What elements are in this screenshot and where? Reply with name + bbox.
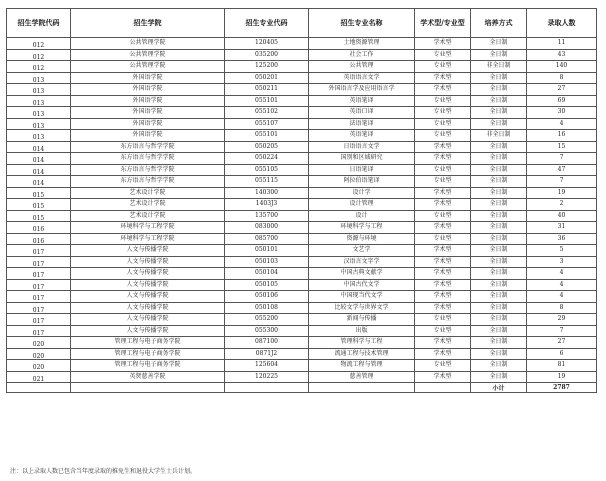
cell-college: 人文与传播学院	[71, 279, 225, 291]
cell-college-code	[7, 84, 71, 96]
cell-study-mode: 全日制	[471, 268, 527, 280]
table-row	[7, 187, 597, 199]
cell-study-mode: 全日制	[471, 38, 527, 50]
cell-major-name: 日语语言文学	[309, 141, 415, 153]
college-code-text: 017	[32, 260, 45, 268]
header-study-mode: 培养方式	[471, 9, 527, 38]
cell-college: 外国语学院	[71, 95, 225, 107]
cell-degree-type: 学术型	[415, 348, 471, 360]
cell-major-code: 050201	[225, 72, 309, 84]
cell-college: 管理工程与电子商务学院	[71, 337, 225, 349]
cell-degree-type: 专业型	[415, 95, 471, 107]
cell-major-name: 阿拉伯语笔译	[309, 176, 415, 188]
cell-college-code	[7, 268, 71, 280]
cell-major-name: 比较文学与世界文学	[309, 302, 415, 314]
table-row	[7, 371, 597, 383]
cell-admitted-count: 27	[527, 337, 597, 349]
cell-college: 艺术设计学院	[71, 210, 225, 222]
cell-study-mode: 全日制	[471, 84, 527, 96]
cell-major-name: 环境科学与工程	[309, 222, 415, 234]
cell-study-mode: 全日制	[471, 256, 527, 268]
cell-college: 人文与传播学院	[71, 291, 225, 303]
cell-admitted-count: 16	[527, 130, 597, 142]
cell-college-code	[7, 325, 71, 337]
cell-study-mode: 全日制	[471, 107, 527, 119]
college-code-text: 016	[32, 237, 45, 245]
table-row	[7, 360, 597, 372]
college-code-text: 013	[32, 134, 45, 141]
header-admitted-count: 录取人数	[527, 9, 597, 38]
cell-study-mode: 全日制	[471, 325, 527, 337]
cell-major-code: 140300	[225, 187, 309, 199]
cell-degree-type: 专业型	[415, 176, 471, 188]
cell-college: 外国语学院	[71, 72, 225, 84]
cell-college-code	[7, 279, 71, 291]
cell-college: 公共管理学院	[71, 61, 225, 73]
table-row	[7, 107, 597, 119]
header-college: 招生学院	[71, 9, 225, 38]
cell-college: 外国语学院	[71, 130, 225, 142]
table-row	[7, 291, 597, 303]
cell-degree-type: 专业型	[415, 325, 471, 337]
cell-degree-type: 专业型	[415, 107, 471, 119]
total-empty-cell	[71, 383, 225, 393]
cell-major-code: 125200	[225, 61, 309, 73]
cell-college-code	[7, 95, 71, 107]
table-row	[7, 348, 597, 360]
cell-admitted-count: 8	[527, 302, 597, 314]
cell-study-mode: 全日制	[471, 210, 527, 222]
cell-study-mode: 全日制	[471, 176, 527, 188]
cell-major-code: 055200	[225, 314, 309, 326]
cell-degree-type: 学术型	[415, 337, 471, 349]
table-row	[7, 279, 597, 291]
cell-major-code: 125604	[225, 360, 309, 372]
table-row	[7, 61, 597, 73]
cell-college-code	[7, 187, 71, 199]
total-empty-cell	[309, 383, 415, 393]
cell-admitted-count: 4	[527, 118, 597, 130]
cell-major-name: 流通工程与技术管理	[309, 348, 415, 360]
cell-study-mode: 全日制	[471, 233, 527, 245]
cell-major-code: 087100	[225, 337, 309, 349]
header-major-code: 招生专业代码	[225, 9, 309, 38]
table-row	[7, 38, 597, 50]
college-code-text: 015	[32, 214, 45, 222]
cell-major-code: 050108	[225, 302, 309, 314]
cell-college: 外国语学院	[71, 118, 225, 130]
cell-college-code	[7, 210, 71, 222]
table-row	[7, 95, 597, 107]
cell-major-name: 中国古代文学	[309, 279, 415, 291]
admission-table	[6, 8, 597, 393]
footnote: 注：以上录取人数已包含当年度录取的推免生和退役大学生士兵计划。	[10, 468, 197, 475]
cell-college-code	[7, 291, 71, 303]
cell-college-code	[7, 118, 71, 130]
cell-degree-type: 学术型	[415, 302, 471, 314]
cell-degree-type: 学术型	[415, 141, 471, 153]
cell-degree-type: 学术型	[415, 371, 471, 383]
cell-college: 人文与传播学院	[71, 245, 225, 257]
cell-admitted-count: 3	[527, 256, 597, 268]
cell-college: 环境科学与工程学院	[71, 233, 225, 245]
cell-major-code: 050104	[225, 268, 309, 280]
cell-major-name: 文艺学	[309, 245, 415, 257]
cell-study-mode: 全日制	[471, 348, 527, 360]
cell-major-name: 设计	[309, 210, 415, 222]
cell-major-name: 国别和区域研究	[309, 153, 415, 165]
cell-college: 东方语言与哲学学院	[71, 176, 225, 188]
cell-admitted-count: 19	[527, 371, 597, 383]
cell-admitted-count: 6	[527, 348, 597, 360]
college-code-text: 013	[32, 88, 45, 95]
cell-college-code	[7, 199, 71, 211]
cell-major-code: 055101	[225, 130, 309, 142]
cell-major-code: 135700	[225, 210, 309, 222]
cell-major-name: 日语笔译	[309, 164, 415, 176]
table-row	[7, 199, 597, 211]
cell-major-name: 英语口译	[309, 107, 415, 119]
cell-major-code: 0871J2	[225, 348, 309, 360]
cell-college: 东方语言与哲学学院	[71, 141, 225, 153]
cell-college: 东方语言与哲学学院	[71, 153, 225, 165]
cell-major-code: 055101	[225, 95, 309, 107]
cell-admitted-count: 30	[527, 107, 597, 119]
cell-degree-type: 专业型	[415, 61, 471, 73]
cell-college-code	[7, 371, 71, 383]
cell-admitted-count: 69	[527, 95, 597, 107]
table-row	[7, 302, 597, 314]
cell-study-mode: 全日制	[471, 49, 527, 61]
cell-college: 管理工程与电子商务学院	[71, 348, 225, 360]
table-row	[7, 222, 597, 234]
table-row	[7, 176, 597, 188]
cell-study-mode: 全日制	[471, 314, 527, 326]
college-code-text: 017	[32, 272, 45, 279]
cell-major-code: 050103	[225, 256, 309, 268]
cell-degree-type: 学术型	[415, 84, 471, 96]
cell-admitted-count: 5	[527, 245, 597, 257]
college-code-text: 015	[32, 203, 45, 210]
table-row	[7, 153, 597, 165]
cell-college-code	[7, 49, 71, 61]
cell-college-code	[7, 348, 71, 360]
cell-admitted-count: 81	[527, 360, 597, 372]
cell-degree-type: 学术型	[415, 38, 471, 50]
cell-degree-type: 专业型	[415, 360, 471, 372]
total-empty-cell	[225, 383, 309, 393]
college-code-text: 012	[32, 65, 45, 72]
cell-major-code: 050101	[225, 245, 309, 257]
cell-degree-type: 学术型	[415, 279, 471, 291]
cell-admitted-count: 2	[527, 199, 597, 211]
cell-major-code: 035200	[225, 49, 309, 61]
college-code-text: 014	[32, 145, 45, 153]
table-row	[7, 49, 597, 61]
table-row	[7, 141, 597, 153]
cell-major-code: 050105	[225, 279, 309, 291]
cell-major-name: 慈善管理	[309, 371, 415, 383]
cell-major-name: 物流工程与管理	[309, 360, 415, 372]
cell-admitted-count: 4	[527, 279, 597, 291]
table-row	[7, 245, 597, 257]
header-degree-type: 学术型/专业型	[415, 9, 471, 38]
cell-admitted-count: 4	[527, 268, 597, 280]
cell-college-code	[7, 337, 71, 349]
college-code-text: 013	[32, 76, 45, 84]
table-row	[7, 268, 597, 280]
cell-major-name: 英语语言文学	[309, 72, 415, 84]
cell-study-mode: 全日制	[471, 371, 527, 383]
cell-degree-type: 学术型	[415, 268, 471, 280]
table-row	[7, 256, 597, 268]
total-value: 2787	[527, 383, 597, 393]
cell-college-code	[7, 107, 71, 119]
cell-admitted-count: 140	[527, 61, 597, 73]
college-code-text: 014	[32, 168, 45, 176]
cell-college-code	[7, 153, 71, 165]
cell-major-code: 055115	[225, 176, 309, 188]
cell-study-mode: 全日制	[471, 222, 527, 234]
cell-college-code	[7, 130, 71, 142]
cell-college-code	[7, 314, 71, 326]
cell-study-mode: 全日制	[471, 187, 527, 199]
table-row	[7, 314, 597, 326]
cell-major-name: 英语笔译	[309, 130, 415, 142]
cell-college-code	[7, 38, 71, 50]
cell-study-mode: 全日制	[471, 164, 527, 176]
cell-major-name: 英语笔译	[309, 95, 415, 107]
total-row	[7, 383, 597, 393]
cell-degree-type: 学术型	[415, 187, 471, 199]
table-row	[7, 130, 597, 142]
cell-study-mode: 全日制	[471, 291, 527, 303]
cell-study-mode: 全日制	[471, 279, 527, 291]
cell-college-code	[7, 222, 71, 234]
cell-admitted-count: 47	[527, 164, 597, 176]
cell-major-code: 050211	[225, 84, 309, 96]
cell-major-name: 出版	[309, 325, 415, 337]
header-major-name: 招生专业名称	[309, 9, 415, 38]
cell-major-code: 085700	[225, 233, 309, 245]
cell-college: 东方语言与哲学学院	[71, 164, 225, 176]
cell-major-name: 汉语言文字学	[309, 256, 415, 268]
cell-admitted-count: 19	[527, 187, 597, 199]
table-header-row	[7, 9, 597, 38]
cell-major-code: 050205	[225, 141, 309, 153]
cell-college: 英贤慈善学院	[71, 371, 225, 383]
college-code-text: 017	[32, 318, 45, 325]
college-code-text: 014	[32, 180, 45, 187]
college-code-text: 016	[32, 226, 45, 233]
cell-college: 环境科学与工程学院	[71, 222, 225, 234]
cell-degree-type: 专业型	[415, 49, 471, 61]
cell-college: 人文与传播学院	[71, 314, 225, 326]
college-code-text: 013	[32, 122, 45, 130]
college-code-text: 017	[32, 295, 45, 302]
cell-degree-type: 专业型	[415, 130, 471, 142]
cell-college: 人文与传播学院	[71, 302, 225, 314]
total-empty-cell	[415, 383, 471, 393]
cell-major-code: 055102	[225, 107, 309, 119]
cell-study-mode: 非全日制	[471, 61, 527, 73]
total-label: 小计	[471, 383, 527, 393]
cell-study-mode: 非全日制	[471, 130, 527, 142]
cell-college: 公共管理学院	[71, 49, 225, 61]
college-code-text: 017	[32, 249, 45, 256]
cell-college: 公共管理学院	[71, 38, 225, 50]
cell-admitted-count: 7	[527, 325, 597, 337]
cell-college-code	[7, 360, 71, 372]
cell-college: 艺术设计学院	[71, 199, 225, 211]
table-row	[7, 210, 597, 222]
cell-admitted-count: 11	[527, 38, 597, 50]
cell-major-code: 055300	[225, 325, 309, 337]
cell-major-name: 土地资源管理	[309, 38, 415, 50]
cell-major-name: 法语笔译	[309, 118, 415, 130]
cell-major-code: 050224	[225, 153, 309, 165]
cell-major-name: 资源与环境	[309, 233, 415, 245]
table-row	[7, 84, 597, 96]
cell-college: 外国语学院	[71, 107, 225, 119]
cell-major-code: 055107	[225, 118, 309, 130]
cell-degree-type: 专业型	[415, 210, 471, 222]
cell-major-code: 120405	[225, 38, 309, 50]
cell-college: 管理工程与电子商务学院	[71, 360, 225, 372]
cell-admitted-count: 43	[527, 49, 597, 61]
cell-college-code	[7, 302, 71, 314]
cell-admitted-count: 8	[527, 72, 597, 84]
cell-college: 人文与传播学院	[71, 268, 225, 280]
cell-college-code	[7, 245, 71, 257]
table-row	[7, 233, 597, 245]
cell-study-mode: 全日制	[471, 95, 527, 107]
cell-degree-type: 专业型	[415, 164, 471, 176]
cell-degree-type: 学术型	[415, 291, 471, 303]
college-code-text: 012	[32, 53, 45, 61]
cell-college: 外国语学院	[71, 84, 225, 96]
cell-study-mode: 全日制	[471, 337, 527, 349]
cell-college: 人文与传播学院	[71, 325, 225, 337]
cell-college-code	[7, 164, 71, 176]
cell-study-mode: 全日制	[471, 153, 527, 165]
cell-study-mode: 全日制	[471, 141, 527, 153]
cell-study-mode: 全日制	[471, 245, 527, 257]
cell-college-code	[7, 256, 71, 268]
cell-admitted-count: 29	[527, 314, 597, 326]
cell-college-code	[7, 141, 71, 153]
cell-major-name: 管理科学与工程	[309, 337, 415, 349]
cell-major-code: 1403J3	[225, 199, 309, 211]
college-code-text: 020	[32, 341, 45, 348]
header-college-code: 招生学院代码	[7, 9, 71, 38]
table-body	[7, 38, 597, 383]
cell-college: 艺术设计学院	[71, 187, 225, 199]
college-code-text: 013	[32, 99, 45, 107]
cell-study-mode: 全日制	[471, 118, 527, 130]
cell-degree-type: 专业型	[415, 233, 471, 245]
cell-admitted-count: 40	[527, 210, 597, 222]
cell-degree-type: 学术型	[415, 245, 471, 257]
college-code-text: 021	[32, 375, 45, 383]
cell-degree-type: 学术型	[415, 72, 471, 84]
college-code-text: 012	[32, 42, 45, 49]
college-code-text: 017	[32, 306, 45, 314]
cell-degree-type: 学术型	[415, 222, 471, 234]
table-row	[7, 337, 597, 349]
cell-major-name: 中国现当代文学	[309, 291, 415, 303]
total-empty-cell	[7, 383, 71, 393]
cell-major-code: 120225	[225, 371, 309, 383]
cell-admitted-count: 15	[527, 141, 597, 153]
cell-admitted-count: 36	[527, 233, 597, 245]
cell-admitted-count: 4	[527, 291, 597, 303]
cell-major-name: 设计管理	[309, 199, 415, 211]
cell-college-code	[7, 61, 71, 73]
cell-admitted-count: 7	[527, 153, 597, 165]
cell-admitted-count: 7	[527, 176, 597, 188]
table-row	[7, 325, 597, 337]
cell-degree-type: 专业型	[415, 314, 471, 326]
college-code-text: 015	[32, 191, 45, 199]
cell-major-name: 中国古典文献学	[309, 268, 415, 280]
college-code-text: 017	[32, 329, 45, 337]
cell-degree-type: 学术型	[415, 199, 471, 211]
cell-major-name: 设计学	[309, 187, 415, 199]
cell-admitted-count: 31	[527, 222, 597, 234]
cell-major-name: 外国语言学及应用语言学	[309, 84, 415, 96]
cell-degree-type: 学术型	[415, 153, 471, 165]
cell-degree-type: 学术型	[415, 256, 471, 268]
college-code-text: 020	[32, 352, 45, 360]
college-code-text: 020	[32, 364, 45, 371]
cell-college-code	[7, 72, 71, 84]
cell-major-code: 055105	[225, 164, 309, 176]
table-row	[7, 72, 597, 84]
cell-admitted-count: 27	[527, 84, 597, 96]
cell-major-name: 公共管理	[309, 61, 415, 73]
table-row	[7, 164, 597, 176]
cell-college: 人文与传播学院	[71, 256, 225, 268]
college-code-text: 017	[32, 283, 45, 291]
cell-college-code	[7, 176, 71, 188]
cell-college-code	[7, 233, 71, 245]
table-row	[7, 118, 597, 130]
college-code-text: 014	[32, 157, 45, 164]
cell-study-mode: 全日制	[471, 302, 527, 314]
cell-study-mode: 全日制	[471, 199, 527, 211]
college-code-text: 013	[32, 111, 45, 118]
cell-major-code: 050106	[225, 291, 309, 303]
cell-degree-type: 专业型	[415, 118, 471, 130]
cell-study-mode: 全日制	[471, 72, 527, 84]
cell-major-name: 新闻与传播	[309, 314, 415, 326]
cell-study-mode: 全日制	[471, 360, 527, 372]
cell-major-code: 083000	[225, 222, 309, 234]
cell-major-name: 社会工作	[309, 49, 415, 61]
